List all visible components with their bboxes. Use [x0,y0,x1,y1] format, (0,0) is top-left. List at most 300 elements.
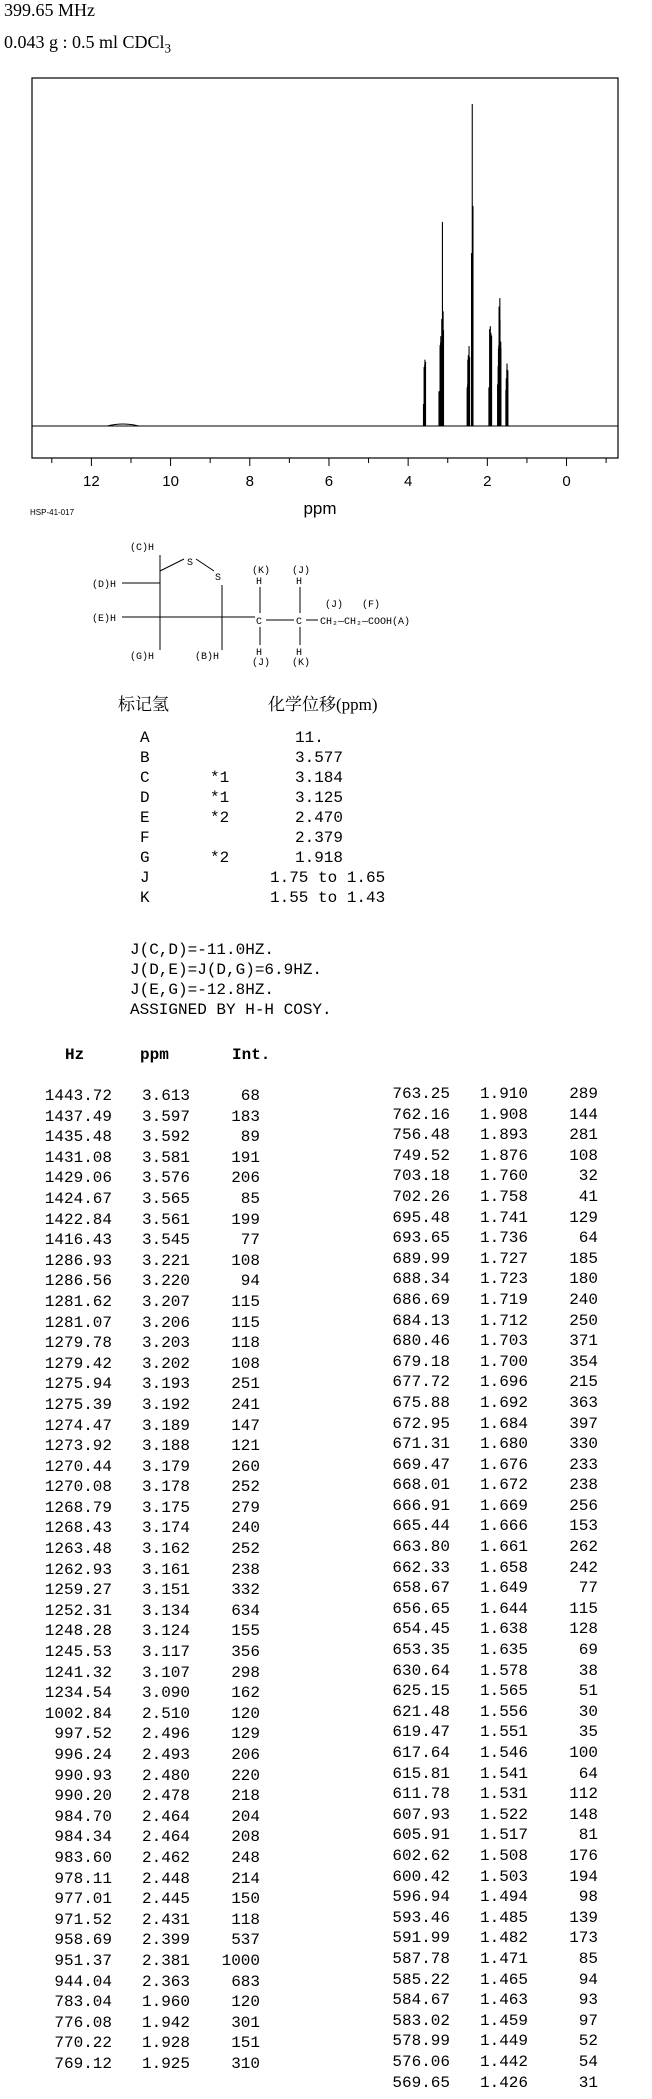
peak-hz: 1281.07 [44,1313,112,1332]
peak-intensity: 155 [231,1622,260,1641]
peak-row [378,1125,598,1146]
struct-label-d-h: (D)H [92,580,117,591]
struct-carbon-2: C [296,617,303,628]
peak-hz: 756.48 [392,1126,450,1145]
peak-row [40,1869,260,1890]
struct-chain: CH₂—CH₂—COOH(A) [320,617,411,628]
struct-h-bottom-1: H [256,648,263,659]
peak-intensity: 64 [578,1764,598,1783]
peak-row [378,1331,598,1352]
peak-intensity: 238 [231,1560,260,1579]
peak-row [378,1578,598,1599]
peak-intensity: 240 [569,1290,598,1309]
peak-hz: 971.52 [54,1910,112,1929]
peak-intensity: 363 [569,1393,598,1412]
peak-hz: 984.34 [54,1828,112,1847]
peak-row [40,1889,260,1910]
peak-intensity: 118 [231,1910,260,1929]
peak-intensity: 77 [240,1231,260,1250]
peak-ppm: 1.508 [479,1846,528,1865]
x-tick-label: 10 [162,473,179,490]
sample-subscript: 3 [164,40,172,56]
peak-ppm: 3.192 [141,1395,190,1414]
peak-intensity: 115 [569,1599,598,1618]
peak-intensity: 218 [231,1787,260,1806]
peak-intensity: 81 [578,1826,598,1845]
peak-row [40,1313,260,1334]
struct-label-j-top: (J) [292,566,311,577]
peak-intensity: 32 [578,1167,598,1186]
peak-ppm: 3.221 [141,1251,190,1270]
assignment-label: B [140,749,150,767]
peak-hz: 763.25 [392,1085,450,1103]
peak-row [378,1681,598,1702]
peak-intensity: 52 [578,2032,598,2051]
peak-hz: 662.33 [392,1558,450,1577]
peak-intensity: 252 [231,1478,260,1497]
peak-hz: 1435.48 [44,1128,112,1147]
peak-ppm: 1.485 [479,1908,528,1927]
peak-row [40,1127,260,1148]
peak-row [378,1805,598,1826]
assignment-table [140,728,385,908]
assignment-shift: 11. [295,729,324,747]
peak-hz: 669.47 [392,1455,450,1474]
peak-ppm: 1.449 [479,2032,528,2051]
peak-ppm: 1.522 [479,1805,528,1824]
x-axis-ticks [52,458,606,490]
peak-hz: 978.11 [54,1869,112,1888]
peak-row [40,1498,260,1519]
peak-hz: 658.67 [392,1579,450,1598]
peak-hz: 1268.43 [44,1519,112,1538]
peak-row [40,1539,260,1560]
peak-hz: 1262.93 [44,1560,112,1579]
peak-intensity: 206 [231,1746,260,1764]
assignment-shift: 3.184 [295,769,344,787]
peak-row [378,1146,598,1167]
peak-ppm: 1.727 [479,1249,528,1268]
peak-hz: 1002.84 [44,1704,112,1723]
peak-intensity: 108 [569,1146,598,1165]
assignment-shift: 1.55 to 1.43 [270,889,386,907]
peak-ppm: 1.635 [479,1641,528,1660]
peak-row [40,1910,260,1931]
peak-row [40,1477,260,1498]
peak-intensity: 183 [231,1107,260,1126]
peak-row [378,1414,598,1435]
peak-row [40,1230,260,1251]
peak-ppm: 1.893 [479,1126,528,1145]
x-tick-label: 4 [403,473,413,490]
assignment-note: *1 [210,789,230,807]
peak-intensity: 69 [578,1641,598,1660]
assignment-note: *1 [210,769,230,787]
peak-row [378,1908,598,1929]
peak-row [40,1992,260,2013]
peak-hz: 619.47 [392,1723,450,1742]
peak-hz: 1443.72 [44,1087,112,1105]
peak-ppm: 1.676 [479,1455,528,1474]
peak-ppm: 3.090 [141,1684,190,1703]
peak-row [378,1558,598,1579]
spectrometer-frequency: 399.65 MHz [4,0,95,20]
peak-row [378,1949,598,1970]
peak-row [40,1333,260,1354]
peak-hz: 983.60 [54,1848,112,1867]
peak-ppm: 1.541 [479,1764,528,1783]
peak-table-int-header: Int. [232,1046,271,1064]
peak-hz: 1429.06 [44,1169,112,1188]
peak-hz: 675.88 [392,1393,450,1412]
peak-ppm: 1.556 [479,1702,528,1721]
peak-hz: 1259.27 [44,1581,112,1600]
peak-intensity: 289 [569,1085,598,1103]
peak-intensity: 180 [569,1270,598,1289]
peak-ppm: 1.684 [479,1414,528,1433]
peak-intensity: 147 [231,1416,260,1435]
peak-hz: 958.69 [54,1931,112,1950]
peak-row [378,1722,598,1743]
peak-ppm: 3.545 [141,1231,190,1250]
peak-row [378,1846,598,1867]
assignment-label: F [140,829,150,847]
peak-row [40,1416,260,1437]
assignment-col-shift-header: 化学位移(ppm) [268,695,378,714]
peak-row [378,1105,598,1126]
peak-row [378,1537,598,1558]
peak-row [40,1395,260,1416]
peak-row [378,1702,598,1723]
peak-intensity: 118 [231,1334,260,1353]
peak-intensity: 51 [578,1682,598,1701]
peak-hz: 702.26 [392,1187,450,1206]
peak-hz: 977.01 [54,1890,112,1909]
peak-row [378,1990,598,2011]
peak-row [40,1189,260,1210]
peak-ppm: 1.669 [479,1496,528,1515]
peak-row [378,1187,598,1208]
peak-hz: 587.78 [392,1949,450,1968]
peak-intensity: 683 [231,1972,260,1991]
peak-hz: 997.52 [54,1725,112,1744]
peak-hz: 783.04 [54,1993,112,2012]
peak-row [40,1704,260,1725]
peak-row [40,1251,260,1272]
peak-hz: 576.06 [392,2052,450,2071]
peak-hz: 996.24 [54,1746,112,1764]
peak-hz: 1431.08 [44,1148,112,1167]
peak-ppm: 1.960 [141,1993,190,2012]
peak-intensity: 1000 [221,1951,260,1970]
peak-row [378,1208,598,1229]
peak-intensity: 120 [231,1704,260,1723]
assignment-shift: 2.379 [295,829,344,847]
peak-ppm: 1.517 [479,1826,528,1845]
peak-row [40,1580,260,1601]
peak-hz: 1268.79 [44,1498,112,1517]
peak-intensity: 233 [569,1455,598,1474]
peak-row [378,1599,598,1620]
struct-label-j-bottom: (J) [252,658,271,669]
peak-row [40,1972,260,1993]
peak-hz: 615.81 [392,1764,450,1783]
peak-row [40,1683,260,1704]
peak-hz: 984.70 [54,1807,112,1826]
peak-hz: 770.22 [54,2034,112,2053]
peak-hz: 666.91 [392,1496,450,1515]
x-tick-label: 2 [483,473,492,490]
coupling-line: ASSIGNED BY H-H COSY. [130,1001,332,1019]
peak-row [378,1475,598,1496]
peak-row [378,2073,598,2094]
peak-row [378,1372,598,1393]
peak-row [40,1518,260,1539]
peak-ppm: 1.666 [479,1517,528,1536]
peak-ppm: 2.381 [141,1951,190,1970]
peak-ppm: 1.565 [479,1682,528,1701]
peak-ppm: 3.613 [141,1087,190,1105]
peak-intensity: 634 [231,1601,260,1620]
peak-ppm: 1.925 [141,2054,190,2073]
peak-row [40,1374,260,1395]
peak-row [378,2031,598,2052]
peak-hz: 1286.93 [44,1251,112,1270]
peak-row [40,1642,260,1663]
peak-hz: 684.13 [392,1311,450,1330]
peak-hz: 585.22 [392,1970,450,1989]
peak-ppm: 1.426 [479,2073,528,2092]
peak-intensity: 148 [569,1805,598,1824]
sample-code: HSP-41-017 [30,508,75,517]
peak-intensity: 162 [231,1684,260,1703]
peak-intensity: 129 [231,1725,260,1744]
peak-table-right [378,1084,598,2093]
assignment-label: E [140,809,150,827]
peak-ppm: 3.220 [141,1272,190,1291]
struct-label-f-mid: (F) [362,600,381,611]
peak-ppm: 1.531 [479,1785,528,1804]
peak-ppm: 1.908 [479,1105,528,1124]
peak-hz: 1274.47 [44,1416,112,1435]
peak-row [40,1560,260,1581]
peak-intensity: 129 [569,1208,598,1227]
peak-ppm: 2.493 [141,1746,190,1764]
peak-ppm: 1.465 [479,1970,528,1989]
assignment-row [140,888,385,908]
peak-intensity: 30 [578,1702,598,1721]
peak-row [40,1107,260,1128]
peak-intensity: 176 [569,1846,598,1865]
peak-ppm: 1.942 [141,2013,190,2032]
peak-ppm: 1.758 [479,1187,528,1206]
peak-row [378,1928,598,1949]
peak-ppm: 1.503 [479,1867,528,1886]
struct-h-top-2: H [296,577,303,588]
peak-hz: 1416.43 [44,1231,112,1250]
peak-intensity: 220 [231,1766,260,1785]
peak-ppm: 1.719 [479,1290,528,1309]
peak-ppm: 2.464 [141,1828,190,1847]
peak-row [40,1271,260,1292]
peak-hz: 1424.67 [44,1189,112,1208]
peak-hz: 584.67 [392,1991,450,2010]
peak-row [40,1457,260,1478]
peak-row [378,1743,598,1764]
peak-ppm: 3.203 [141,1334,190,1353]
peak-row [378,1290,598,1311]
peak-hz: 617.64 [392,1744,450,1762]
peak-hz: 600.42 [392,1867,450,1886]
peak-row [378,1434,598,1455]
peak-intensity: 38 [578,1661,598,1680]
x-tick-label: 12 [83,473,100,490]
peak-hz: 596.94 [392,1888,450,1907]
peak-ppm: 3.178 [141,1478,190,1497]
peak-ppm: 1.703 [479,1332,528,1351]
peak-intensity: 77 [578,1579,598,1598]
sample-concentration-text: 0.043 g : 0.5 ml CDCl [4,32,165,52]
peak-intensity: 85 [240,1189,260,1208]
peak-row [40,2054,260,2075]
peak-intensity: 112 [569,1785,598,1804]
assignment-label: A [140,729,150,747]
peak-ppm: 1.723 [479,1270,528,1289]
peak-row [378,1619,598,1640]
peak-ppm: 3.188 [141,1437,190,1456]
peak-ppm: 3.189 [141,1416,190,1435]
peak-intensity: 41 [578,1187,598,1206]
peak-hz: 990.93 [54,1766,112,1785]
peak-intensity: 121 [231,1437,260,1456]
peak-hz: 1279.42 [44,1354,112,1373]
struct-label-c-h: (C)H [130,543,155,554]
peak-intensity: 214 [231,1869,260,1888]
peak-ppm: 1.760 [479,1167,528,1186]
peak-hz: 990.20 [54,1787,112,1806]
struct-sulfur-1: S [187,558,194,569]
peak-ppm: 3.561 [141,1210,190,1229]
peak-hz: 679.18 [392,1352,450,1371]
peak-row [378,1867,598,1888]
peak-intensity: 248 [231,1848,260,1867]
peak-intensity: 139 [569,1908,598,1927]
peak-ppm: 2.496 [141,1725,190,1744]
peak-hz: 1248.28 [44,1622,112,1641]
peak-hz: 654.45 [392,1620,450,1639]
peak-ppm: 2.462 [141,1848,190,1867]
peak-ppm: 2.431 [141,1910,190,1929]
assignment-row [140,728,385,748]
assignment-note: *2 [210,849,230,867]
peak-row [378,1516,598,1537]
peak-intensity: 108 [231,1251,260,1270]
peak-row [378,1764,598,1785]
peak-hz: 695.48 [392,1208,450,1227]
peak-table-left [40,1086,260,2075]
peak-row [40,1663,260,1684]
peak-intensity: 250 [569,1311,598,1330]
peak-hz: 656.65 [392,1599,450,1618]
peak-ppm: 1.649 [479,1579,528,1598]
peak-ppm: 1.658 [479,1558,528,1577]
assignment-label: G [140,849,150,867]
peak-hz: 621.48 [392,1702,450,1721]
peak-ppm: 3.175 [141,1498,190,1517]
x-tick-label: 0 [562,473,571,490]
peak-row [378,1084,598,1105]
peak-row [378,1887,598,1908]
peak-row [378,2011,598,2032]
peak-intensity: 279 [231,1498,260,1517]
peak-row [378,1640,598,1661]
struct-label-g-h: (G)H [130,652,155,663]
peak-row [40,1745,260,1766]
peak-ppm: 3.581 [141,1148,190,1167]
peak-ppm: 1.638 [479,1620,528,1639]
peak-row [40,1436,260,1457]
peak-hz: 672.95 [392,1414,450,1433]
peak-ppm: 3.107 [141,1663,190,1682]
peak-ppm: 3.206 [141,1313,190,1332]
peak-ppm: 2.399 [141,1931,190,1950]
assignment-row [140,868,385,888]
peak-hz: 776.08 [54,2013,112,2032]
peak-intensity: 256 [569,1496,598,1515]
assignment-row [140,768,385,788]
peak-hz: 1245.53 [44,1643,112,1662]
peak-ppm: 2.363 [141,1972,190,1991]
peak-hz: 668.01 [392,1476,450,1495]
peak-hz: 653.35 [392,1641,450,1660]
peak-ppm: 2.510 [141,1704,190,1723]
coupling-line: J(E,G)=-12.8HZ. [130,981,275,999]
peak-hz: 665.44 [392,1517,450,1536]
peak-row [40,1148,260,1169]
peak-intensity: 242 [569,1558,598,1577]
peak-hz: 688.34 [392,1270,450,1289]
peak-intensity: 537 [231,1931,260,1950]
peak-row [40,1807,260,1828]
peak-hz: 1286.56 [44,1272,112,1291]
peak-intensity: 120 [231,1993,260,2012]
peak-row [378,1249,598,1270]
peak-ppm: 3.202 [141,1354,190,1373]
peak-row [40,1951,260,1972]
assignment-shift: 3.577 [295,749,344,767]
peak-row [40,1930,260,1951]
peak-ppm: 3.117 [141,1643,190,1662]
peak-row [378,1825,598,1846]
peak-intensity: 310 [231,2054,260,2073]
peak-ppm: 1.741 [479,1208,528,1227]
peak-hz: 1241.32 [44,1663,112,1682]
peak-row [378,1166,598,1187]
peak-row [378,1228,598,1249]
x-tick-label: 8 [245,473,254,490]
peak-intensity: 215 [569,1373,598,1392]
peak-ppm: 2.480 [141,1766,190,1785]
struct-sulfur-2: S [215,573,222,584]
peak-ppm: 2.448 [141,1869,190,1888]
peak-hz: 630.64 [392,1661,450,1680]
peak-ppm: 1.442 [479,2052,528,2071]
peak-hz: 569.65 [392,2073,450,2092]
peak-intensity: 93 [578,1991,598,2010]
peak-ppm: 1.928 [141,2034,190,2053]
peak-intensity: 332 [231,1581,260,1600]
peak-intensity: 191 [231,1148,260,1167]
